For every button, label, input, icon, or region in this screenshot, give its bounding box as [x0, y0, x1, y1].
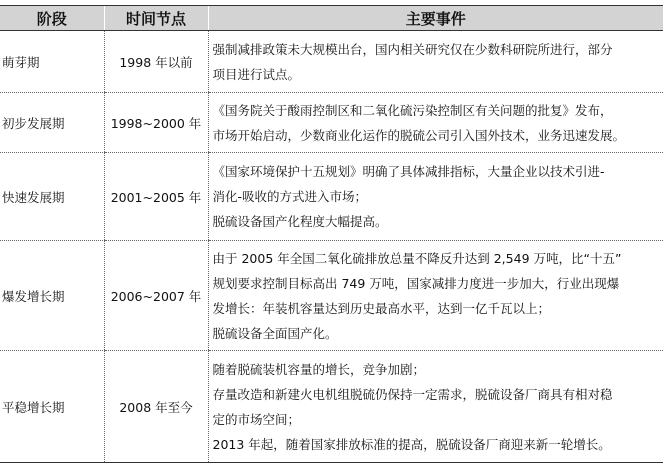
event-line: 项目进行试点。 [212, 66, 301, 82]
event-line: 由于 2005 年全国二氧化硫排放总量不降反升达到 2,549 万吨，比“十五” [212, 250, 622, 266]
header-row [0, 6, 663, 31]
event-line: 定的市场空间； [212, 411, 301, 427]
time-cell: 1998~2000 年 [104, 93, 208, 153]
event-line: 随着脱硫装机容量的增长，竞争加剧； [212, 361, 426, 377]
event-line: 脱硫设备国产化程度大幅提高。 [212, 214, 388, 229]
stage-cell: 快速发展期 [0, 153, 104, 241]
stage-cell: 初步发展期 [0, 93, 104, 153]
event-line: 市场开始启动，少数商业化运作的脱硫公司引入国外技术，业务迅速发展。 [212, 127, 626, 143]
table-row [0, 93, 663, 153]
events-cell [208, 153, 663, 241]
stage-cell: 爆发增长期 [0, 241, 104, 351]
stage-cell: 萌芽期 [0, 31, 104, 93]
events-cell [208, 351, 663, 463]
event-line: 存量改造和新建火电机组脱硫仍保持一定需求，脱硫设备厂商具有相对稳 [212, 386, 613, 402]
table-row [0, 153, 663, 241]
stage-cell: 平稳增长期 [0, 351, 104, 463]
event-line: 消化-吸收的方式进入市场； [212, 189, 368, 204]
event-line: 2013 年起，随着国家排放标准的提高，脱硫设备厂商迎来新一轮增长。 [212, 436, 611, 452]
events-cell [208, 241, 663, 351]
event-line: 《国务院关于酸雨控制区和二氧化硫污染控制区有关问题的批复》发布， [212, 102, 613, 118]
time-cell: 1998 年以前 [104, 31, 208, 93]
event-line: 强制减排政策未大规模出台，国内相关研究仅在少数科研院所进行，部分 [212, 41, 613, 57]
time-cell: 2008 年至今 [104, 351, 208, 463]
table-row [0, 241, 663, 351]
header-stage: 阶段 [0, 6, 104, 31]
header-events: 主要事件 [208, 6, 663, 31]
event-line: 规划要求控制目标高出 749 万吨，国家减排力度进一步加大，行业出现爆 [212, 275, 620, 291]
events-cell [208, 93, 663, 153]
table-row [0, 31, 663, 93]
time-cell: 2006~2007 年 [104, 241, 208, 351]
event-line: 《国家环境保护十五规划》明确了具体减排指标，大量企业以技术引进- [212, 164, 605, 179]
desulfurization-development-table [0, 5, 663, 463]
event-line: 脱硫设备全面国产化。 [212, 325, 338, 341]
time-cell: 2001~2005 年 [104, 153, 208, 241]
events-cell [208, 31, 663, 93]
header-time: 时间节点 [104, 6, 208, 31]
table-row [0, 351, 663, 463]
event-line: 发增长：年装机容量达到历史最高水平，达到一亿千瓦以上； [212, 300, 551, 316]
